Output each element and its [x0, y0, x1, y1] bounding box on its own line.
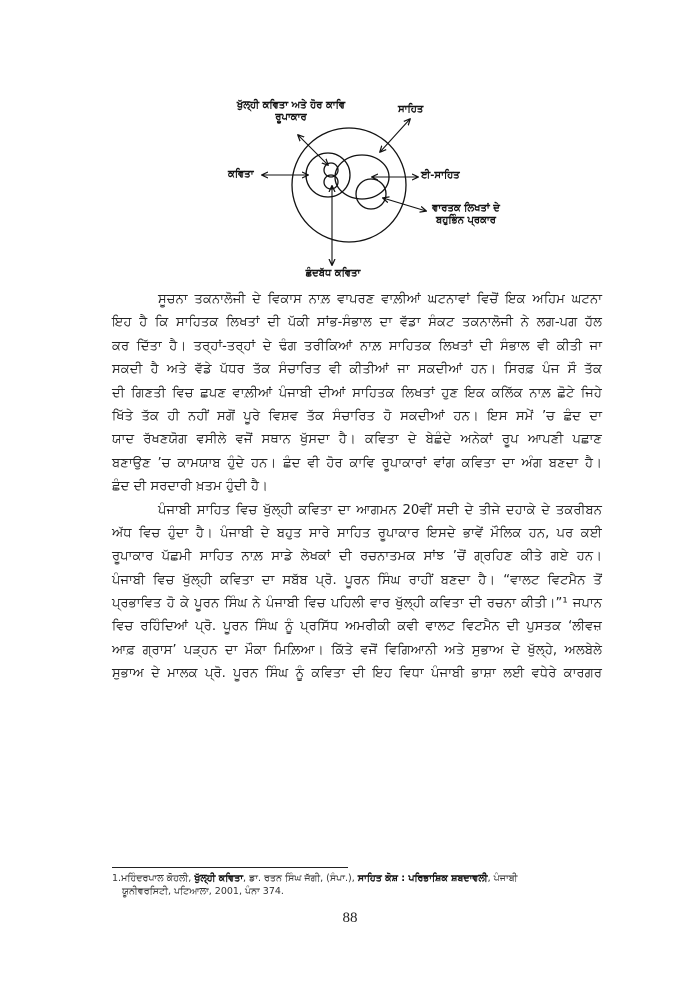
text-line: ਅੱਧ ਵਿਚ ਹੁੰਦਾ ਹੈ। ਪੰਜਾਬੀ ਦੇ ਬਹੁਤ ਸਾਰੇ ਸਾਹਿਤ ਰੂਪਾਕਾਰ ਇਸਦੇ ਭਾਵੇਂ ਮੌਲਿਕ ਹਨ, ਪਰ ਕਈ: [112, 525, 602, 541]
label-prose-line2: ਬਹੁਭਿੰਨ ਪ੍ਰਕਾਰ: [436, 215, 496, 226]
footnote-line-2: ਯੂਨੀਵਰਸਿਟੀ, ਪਟਿਆਲਾ, 2001, ਪੰਨਾ 374.: [122, 886, 284, 897]
footnote-editor: , ਡਾ. ਰਤਨ ਸਿੰਘ ਜੱਗੀ, (ਸੰਪਾ.),: [243, 873, 358, 884]
footnote: [112, 872, 602, 898]
page-number: 88: [342, 910, 358, 926]
footnote-line-1: [112, 872, 602, 885]
label-e-literature: ਈ-ਸਾਹਿਤ: [421, 170, 460, 181]
text-line: ਪ੍ਰਭਾਵਿਤ ਹੋ ਕੇ ਪੂਰਨ ਸਿੰਘ ਨੇ ਪੰਜਾਬੀ ਵਿਚ ਪਹਿਲੀ ਵਾਰ ਖੁੱਲ੍ਹੀ ਕਵਿਤਾ ਦੀ ਰਚਨਾ ਕੀਤੀ।”¹ ਜਪਾਨ: [112, 596, 602, 612]
text-line: ਸੁਭਾਅ ਦੇ ਮਾਲਕ ਪ੍ਰੋ. ਪੂਰਨ ਸਿੰਘ ਨੂੰ ਕਵਿਤਾ ਦੀ ਇਹ ਵਿਧਾ ਪੰਜਾਬੀ ਭਾਸ਼ਾ ਲਈ ਵਧੇਰੇ ਕਾਰਗਰ: [112, 666, 602, 682]
text-line: ਸੂਚਨਾ ਤਕਨਾਲੋਜੀ ਦੇ ਵਿਕਾਸ ਨਾਲ਼ ਵਾਪਰਣ ਵਾਲ਼ੀਆਂ ਘਟਨਾਵਾਂ ਵਿਚੋਂ ਇਕ ਅਹਿਮ ਘਟਨਾ: [158, 292, 602, 307]
footnote-publisher-start: , ਪੰਜਾਬੀ: [487, 873, 518, 884]
paragraph-1: [112, 288, 602, 499]
text-line: ਵਿਚ ਰਹਿੰਦਿਆਂ ਪ੍ਰੋ. ਪੂਰਨ ਸਿੰਘ ਨੂੰ ਪ੍ਰਸਿੱਧ ਅਮਰੀਕੀ ਕਵੀ ਵਾਲਟ ਵਿਟਮੈਨ ਦੀ ਪੁਸਤਕ ‘ਲੀਵਜ਼: [112, 619, 602, 635]
label-literature: ਸਾਹਿਤ: [398, 104, 424, 115]
footnote-book-title: ਸਾਹਿਤ ਕੋਸ਼ : ਪਰਿਭਾਸ਼ਿਕ ਸ਼ਬਦਾਵਲੀ: [357, 873, 488, 884]
footnote-article-title: ਖੁੱਲ੍ਹੀ ਕਵਿਤਾ: [194, 873, 244, 884]
venn-diagram: [200, 90, 520, 290]
text-line: ਛੰਦ ਦੀ ਸਰਦਾਰੀ ਖ਼ਤਮ ਹੁੰਦੀ ਹੈ।: [112, 479, 268, 495]
label-prose-line1: ਵਾਰਤਕ ਲਿਖਤਾਂ ਦੇ: [432, 203, 500, 214]
text-line: ਖਿੱਤੇ ਤੱਕ ਹੀ ਨਹੀਂ ਸਗੋਂ ਪੂਰੇ ਵਿਸ਼ਵ ਤੱਕ ਸੰਚਾਰਿਤ ਹੋ ਸਕਦੀਆਂ ਹਨ। ਇਸ ਸਮੇਂ ’ਚ ਛੰਦ ਦਾ: [112, 408, 602, 424]
footnote-divider: [112, 867, 348, 868]
label-open-poetry-line1: ਖੁੱਲ੍ਹੀ ਕਵਿਤਾ ਅਤੇ ਹੋਰ ਕਾਵਿ: [236, 100, 346, 111]
body-text: [112, 288, 602, 686]
text-line: ਸਕਦੀ ਹੈ ਅਤੇ ਵੱਡੇ ਪੱਧਰ ਤੱਕ ਸੰਚਾਰਿਤ ਵੀ ਕੀਤੀਆਂ ਜਾ ਸਕਦੀਆਂ ਹਨ। ਸਿਰਫ਼ ਪੰਜ ਸੌ ਤੱਕ: [112, 362, 602, 378]
text-line: ਯਾਦ ਰੱਖਣਯੋਗ ਵਸੀਲੇ ਵਜੋਂ ਸਥਾਨ ਖੁੱਸਦਾ ਹੈ। ਕਵਿਤਾ ਦੇ ਬੇਛੰਦੇ ਅਨੇਕਾਂ ਰੂਪ ਆਪਣੀ ਪਛਾਣ: [112, 432, 602, 448]
label-open-poetry-line2: ਰੂਪਾਕਾਰ: [275, 112, 307, 123]
label-poetry: ਕਵਿਤਾ: [228, 169, 254, 180]
label-open-poetry: [226, 100, 356, 124]
text-line: ਪੰਜਾਬੀ ਵਿਚ ਖੁੱਲ੍ਹੀ ਕਵਿਤਾ ਦਾ ਸਬੱਬ ਪ੍ਰੋ. ਪੂਰਨ ਸਿੰਘ ਰਾਹੀਂ ਬਣਦਾ ਹੈ। “ਵਾਲਟ ਵਿਟਮੈਨ ਤੋਂ: [112, 572, 602, 588]
text-line: ਪੰਜਾਬੀ ਸਾਹਿਤ ਵਿਚ ਖੁੱਲ੍ਹੀ ਕਵਿਤਾ ਦਾ ਆਗਮਨ 20ਵੀਂ ਸਦੀ ਦੇ ਤੀਜੇ ਦਹਾਕੇ ਦੇ ਤਕਰੀਬਨ: [158, 502, 602, 518]
label-metrical-poetry: ਛੰਦਬੱਧ ਕਵਿਤਾ: [305, 268, 361, 279]
footnote-author: 1.ਮਹਿੰਦਰਪਾਲ ਕੋਹਲੀ,: [112, 873, 195, 884]
paragraph-2: [112, 499, 602, 686]
text-line: ਬਣਾਉਣ ’ਚ ਕਾਮਯਾਬ ਹੁੰਦੇ ਹਨ। ਛੰਦ ਵੀ ਹੋਰ ਕਾਵਿ ਰੂਪਾਕਾਰਾਂ ਵਾਂਗ ਕਵਿਤਾ ਦਾ ਅੰਗ ਬਣਦਾ ਹੈ।: [112, 455, 602, 471]
label-prose: [426, 203, 506, 227]
text-line: ਰੂਪਾਕਾਰ ਪੱਛਮੀ ਸਾਹਿਤ ਨਾਲ਼ ਸਾਡੇ ਲੇਖਕਾਂ ਦੀ ਰਚਨਾਤਮਕ ਸਾਂਝ ’ਚੋਂ ਗ੍ਰਹਿਣ ਕੀਤੇ ਗਏ ਹਨ।: [112, 549, 602, 565]
text-line: ਕਰ ਦਿੱਤਾ ਹੈ। ਤਰ੍ਹਾਂ-ਤਰ੍ਹਾਂ ਦੇ ਢੰਗ ਤਰੀਕਿਆਂ ਨਾਲ਼ ਸਾਹਿਤਕ ਲਿਖਤਾਂ ਦੀ ਸੰਭਾਲ ਵੀ ਕੀਤੀ ਜਾ: [112, 338, 602, 354]
text-line: ਆਫ਼ ਗ੍ਰਾਸ’ ਪੜ੍ਹਨ ਦਾ ਮੌਕਾ ਮਿਲ਼ਿਆ। ਕਿੱਤੇ ਵਜੋਂ ਵਿਗਿਆਨੀ ਅਤੇ ਸੁਭਾਅ ਦੇ ਖੁੱਲ੍ਹੇ, ਅਲਬੇਲੇ: [112, 642, 602, 658]
prose-circle: [356, 179, 386, 209]
text-line: ਇਹ ਹੈ ਕਿ ਸਾਹਿਤਕ ਲਿਖਤਾਂ ਦੀ ਪੱਕੀ ਸਾਂਭ-ਸੰਭਾਲ ਦਾ ਵੱਡਾ ਸੰਕਟ ਤਕਨਾਲੋਜੀ ਨੇ ਲਗ-ਪਗ ਹੱਲ: [112, 315, 602, 331]
text-line: ਦੀ ਗਿਣਤੀ ਵਿਚ ਛਪਣ ਵਾਲ਼ੀਆਂ ਪੰਜਾਬੀ ਦੀਆਂ ਸਾਹਿਤਕ ਲਿਖਤਾਂ ਹੁਣ ਇਕ ਕਲਿੱਕ ਨਾਲ਼ ਛੋਟੇ ਜਿਹੇ: [112, 385, 602, 401]
